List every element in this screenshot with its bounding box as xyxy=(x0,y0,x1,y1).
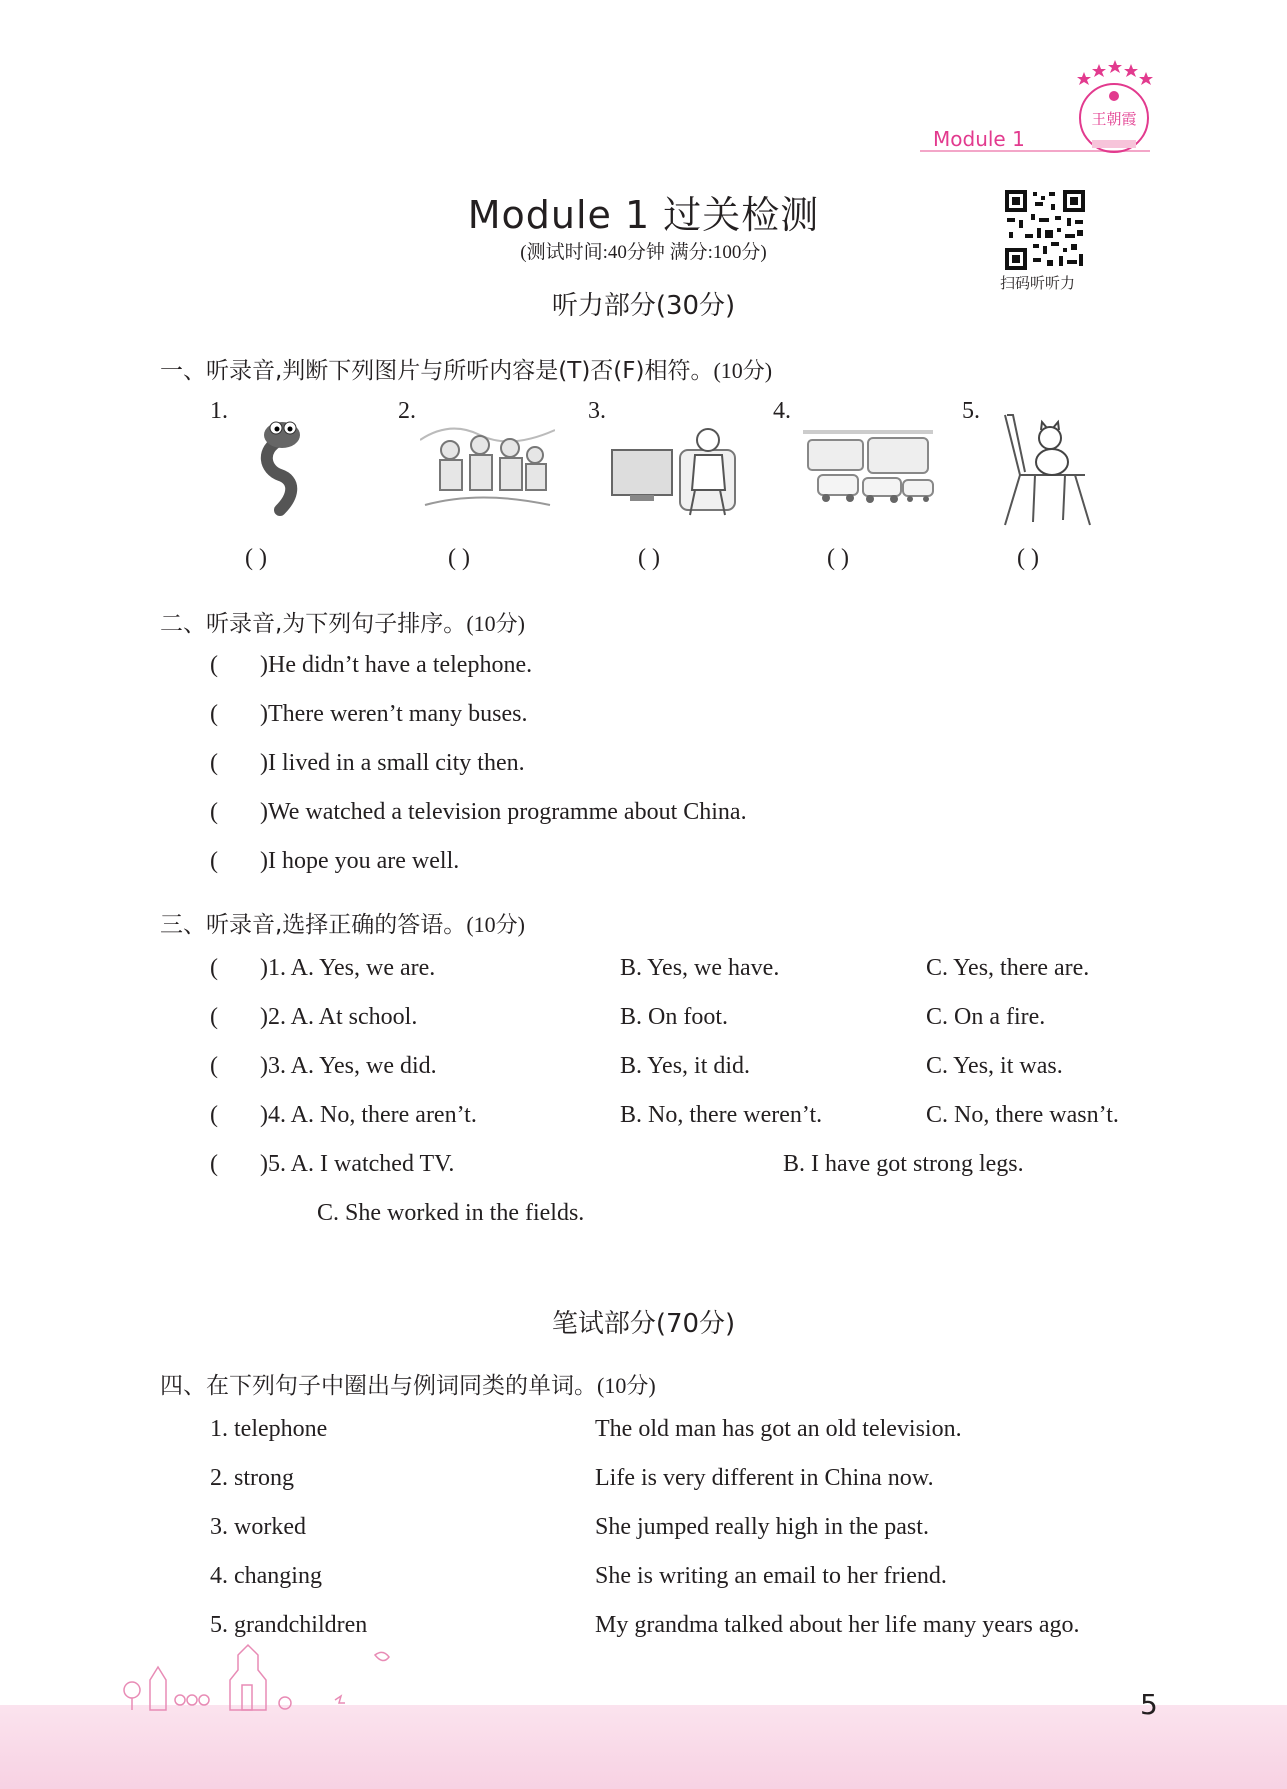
answer-blank[interactable]: ( ) xyxy=(210,1151,268,1177)
option-c: C. Yes, there are. xyxy=(926,955,1090,981)
footer-band xyxy=(0,1705,1287,1789)
picture-number: 5. xyxy=(962,398,980,424)
sentence[interactable]: My grandma talked about her life many years ago. xyxy=(595,1612,1080,1638)
option-c: C. No, there wasn’t. xyxy=(926,1102,1119,1128)
answer-blank[interactable]: ( ) xyxy=(638,545,660,571)
publisher-logo xyxy=(1072,58,1157,158)
snake-icon xyxy=(250,410,320,525)
section3-heading: 三、听录音,选择正确的答语。(10分) xyxy=(160,912,525,938)
example-word: 3. worked xyxy=(210,1514,306,1540)
option-c: C. Yes, it was. xyxy=(926,1053,1063,1079)
list-item: ( )I hope you are well. xyxy=(210,848,460,874)
cat-on-chair-icon xyxy=(995,410,1105,535)
option-c: C. On a fire. xyxy=(926,1004,1046,1030)
answer-blank[interactable]: ( ) xyxy=(210,1004,268,1030)
list-item: ( )I lived in a small city then. xyxy=(210,750,525,776)
castle-decoration-icon xyxy=(120,1635,400,1715)
example-word: 1. telephone xyxy=(210,1416,328,1442)
answer-blank[interactable]: ( ) xyxy=(1017,545,1039,571)
list-item: ( )There weren’t many buses. xyxy=(210,701,528,727)
answer-blank[interactable]: ( ) xyxy=(827,545,849,571)
example-word: 4. changing xyxy=(210,1563,322,1589)
picture-number: 2. xyxy=(398,398,416,424)
old-man-tv-icon xyxy=(610,410,740,525)
answer-blank[interactable]: ( ) xyxy=(210,799,268,825)
answer-blank[interactable]: ( ) xyxy=(210,1053,268,1079)
writing-heading: 笔试部分(70分) xyxy=(551,1309,736,1339)
module-tag: Module 1 xyxy=(933,127,1025,151)
question-row: ( )1. A. Yes, we are. xyxy=(210,955,436,981)
answer-blank[interactable]: ( ) xyxy=(210,701,268,727)
sentence[interactable]: She is writing an email to her friend. xyxy=(595,1563,947,1589)
qr-code-icon[interactable] xyxy=(1005,190,1085,270)
picture-number: 1. xyxy=(210,398,228,424)
section4-heading: 四、在下列句子中圈出与例词同类的单词。(10分) xyxy=(160,1373,656,1399)
sentence[interactable]: The old man has got an old television. xyxy=(595,1416,962,1442)
section2-heading: 二、听录音,为下列句子排序。(10分) xyxy=(160,611,525,637)
qr-caption: 扫码听听力 xyxy=(1000,274,1076,292)
page-title: Module 1 过关检测 xyxy=(467,193,820,237)
answer-blank[interactable]: ( ) xyxy=(210,750,268,776)
answer-blank[interactable]: ( ) xyxy=(245,545,267,571)
picture-number: 4. xyxy=(773,398,791,424)
question-row: ( )5. A. I watched TV. xyxy=(210,1151,455,1177)
traffic-icon xyxy=(798,410,938,525)
answer-blank[interactable]: ( ) xyxy=(448,545,470,571)
answer-blank[interactable]: ( ) xyxy=(210,652,268,678)
option-b: B. Yes, it did. xyxy=(620,1053,751,1079)
option-b: B. No, there weren’t. xyxy=(620,1102,823,1128)
question-row: ( )3. A. Yes, we did. xyxy=(210,1053,437,1079)
picture-number: 3. xyxy=(588,398,606,424)
answer-blank[interactable]: ( ) xyxy=(210,848,268,874)
answer-blank[interactable]: ( ) xyxy=(210,1102,268,1128)
option-b: B. Yes, we have. xyxy=(620,955,780,981)
list-item: ( )He didn’t have a telephone. xyxy=(210,652,533,678)
question-row: ( )2. A. At school. xyxy=(210,1004,418,1030)
section1-heading: 一、听录音,判断下列图片与所听内容是(T)否(F)相符。(10分) xyxy=(160,358,773,384)
option-b: B. I have got strong legs. xyxy=(783,1151,1024,1177)
sentence[interactable]: She jumped really high in the past. xyxy=(595,1514,929,1540)
page-number: 5 xyxy=(1140,1688,1158,1721)
listening-heading: 听力部分(30分) xyxy=(551,291,736,321)
example-word: 5. grandchildren xyxy=(210,1612,368,1638)
page-subtitle: (测试时间:40分钟 满分:100分) xyxy=(520,242,767,263)
answer-blank[interactable]: ( ) xyxy=(210,955,268,981)
example-word: 2. strong xyxy=(210,1465,294,1491)
list-item: ( )We watched a television programme about China. xyxy=(210,799,747,825)
family-outing-icon xyxy=(420,410,555,525)
logo-text: 王朝霞 xyxy=(1091,110,1137,128)
question-row: ( )4. A. No, there aren’t. xyxy=(210,1102,477,1128)
sentence[interactable]: Life is very different in China now. xyxy=(595,1465,934,1491)
option-c: C. She worked in the fields. xyxy=(317,1200,585,1226)
option-b: B. On foot. xyxy=(620,1004,728,1030)
